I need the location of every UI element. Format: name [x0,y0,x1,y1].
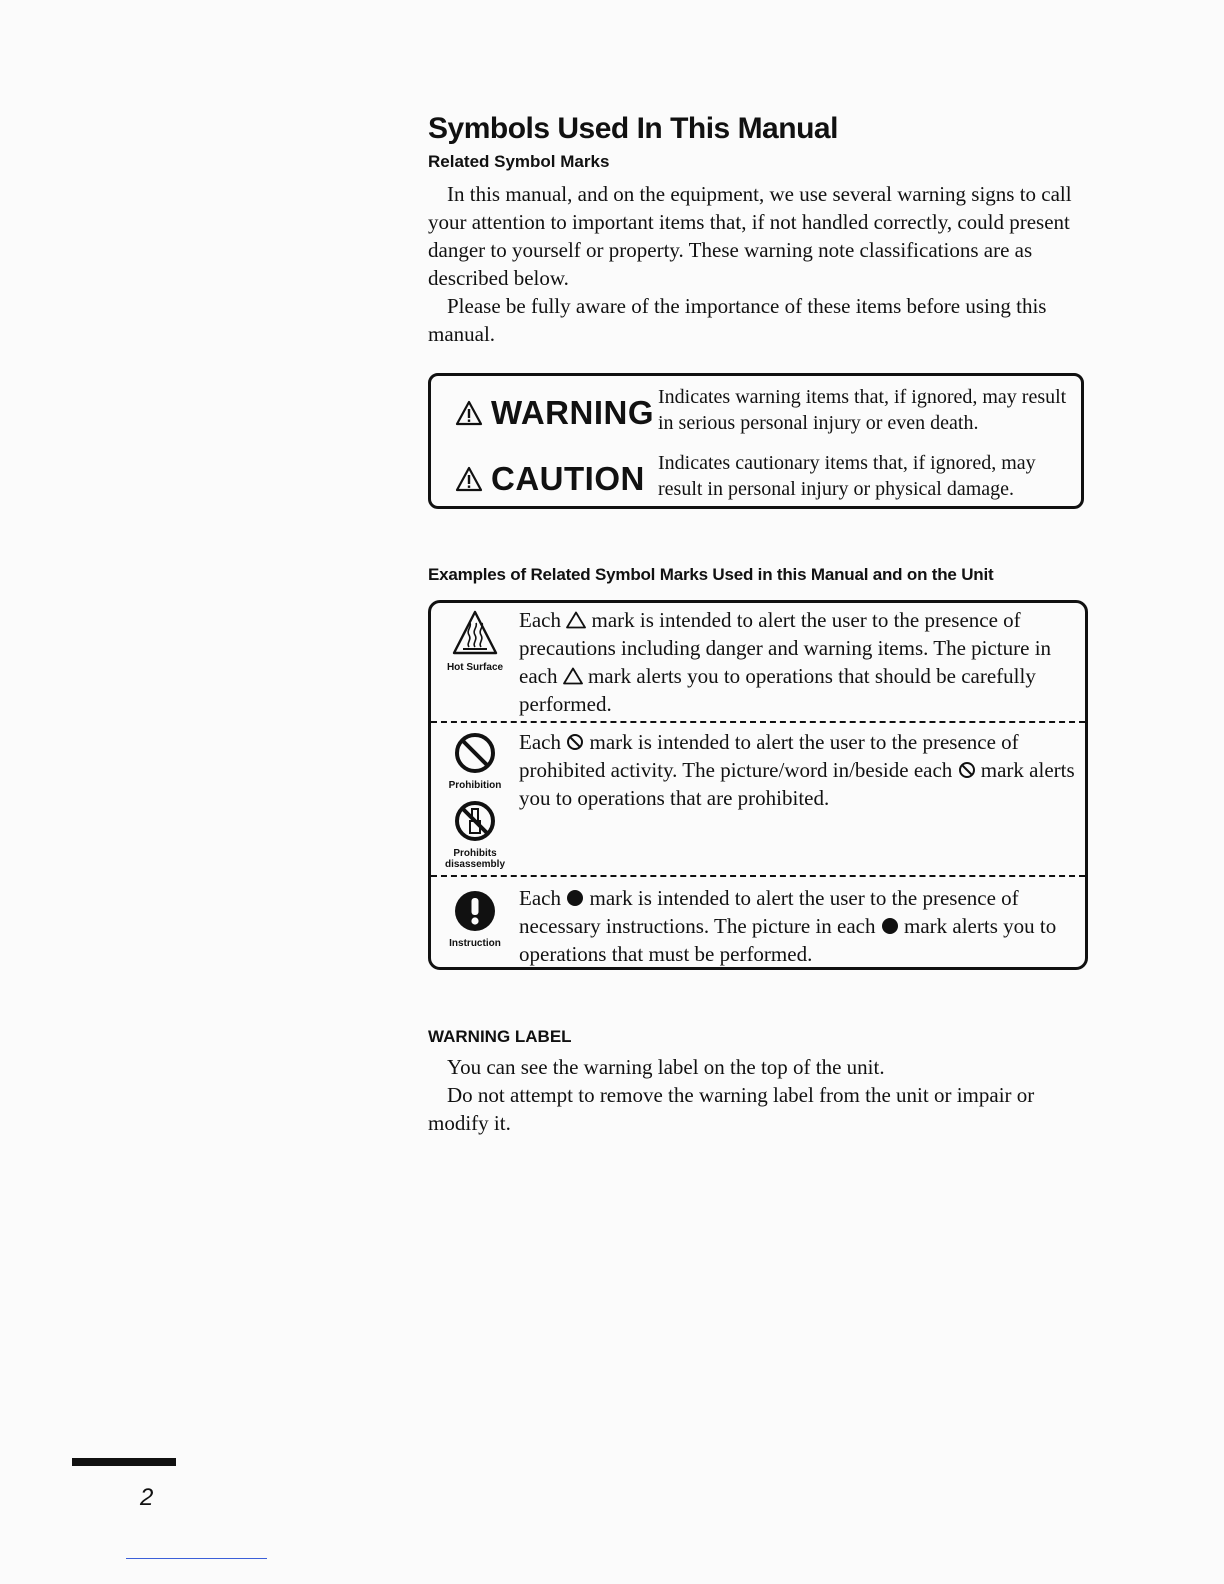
prohibition-label: Prohibition [448,780,502,791]
caution-description: Indicates cautionary items that, if ignored, may result in personal injury or physical damage. [658,452,1036,500]
page-number: 2 [140,1484,154,1511]
prohibition-icon [566,733,584,751]
hot-surface-label: Hot Surface [446,662,504,673]
alert-example-row [431,603,1085,719]
prohibition-symbol [435,731,515,791]
page-rule [72,1458,176,1466]
instruction-example-row [431,875,1085,972]
examples-box [428,600,1088,970]
warning-title-text: WARNING [491,394,654,431]
warning-description: Indicates warning items that, if ignored, may result in serious personal injury or even death. [658,386,1067,434]
exclamation-icon [453,889,497,933]
warning-label-paragraph: Do not attempt to remove the warning label from the unit or impair or modify it. [428,1083,1035,1135]
triangle-icon [566,611,586,629]
hot-surface-symbol [435,609,515,673]
hot-surface-icon [451,609,499,657]
filled-circle-icon [566,889,584,907]
filled-circle-icon [881,917,899,935]
section-heading: Related Symbol Marks [428,152,610,171]
triangle-icon [563,667,583,685]
examples-heading: Examples of Related Symbol Marks Used in this Manual and on the Unit [428,565,994,584]
legend-caution-row [431,450,1081,510]
no-disassembly-icon [453,799,497,843]
instruction-description: Each mark is intended to alert the user to the presence of necessary instructions. The picture in each mark alerts you to operations that must be performed. [519,886,1057,966]
prohibits-disassembly-label: Prohibits disassembly [444,848,506,870]
intro-paragraph: In this manual, and on the equipment, we use several warning signs to call your attention to important items that, if not handled correctly, could present danger to yourself or property. These warning note classifications are as described below. [428,182,1072,290]
intro-paragraph: Please be fully aware of the importance of these items before using this manual. [428,294,1047,346]
warning-label-paragraph: You can see the warning label on the top of the unit. [447,1055,885,1079]
prohibition-icon [453,731,497,775]
prohibition-example-row [431,721,1085,875]
caution-title-text: CAUTION [491,460,645,497]
alert-description: Each mark is intended to alert the user to the presence of precautions including danger and warning items. The picture in each mark alerts you to operations that should be carefully performed. [519,608,1052,716]
warning-legend-box [428,373,1084,509]
caution-triangle-icon [455,466,483,492]
warning-title [455,394,654,432]
page-title: Symbols Used In This Manual [428,112,838,145]
warning-label-heading: WARNING LABEL [428,1027,572,1046]
instruction-label: Instruction [449,938,501,949]
prohibits-disassembly-symbol [435,799,515,870]
caution-title [455,460,645,498]
legend-warning-row [431,384,1081,444]
warning-triangle-icon [455,400,483,426]
prohibition-icon [958,761,976,779]
bottom-line [126,1558,267,1559]
prohibition-description: Each mark is intended to alert the user to the presence of prohibited activity. The picture/word in/beside each mark alerts you to operations that are prohibited. [519,730,1075,810]
instruction-symbol [435,889,515,949]
